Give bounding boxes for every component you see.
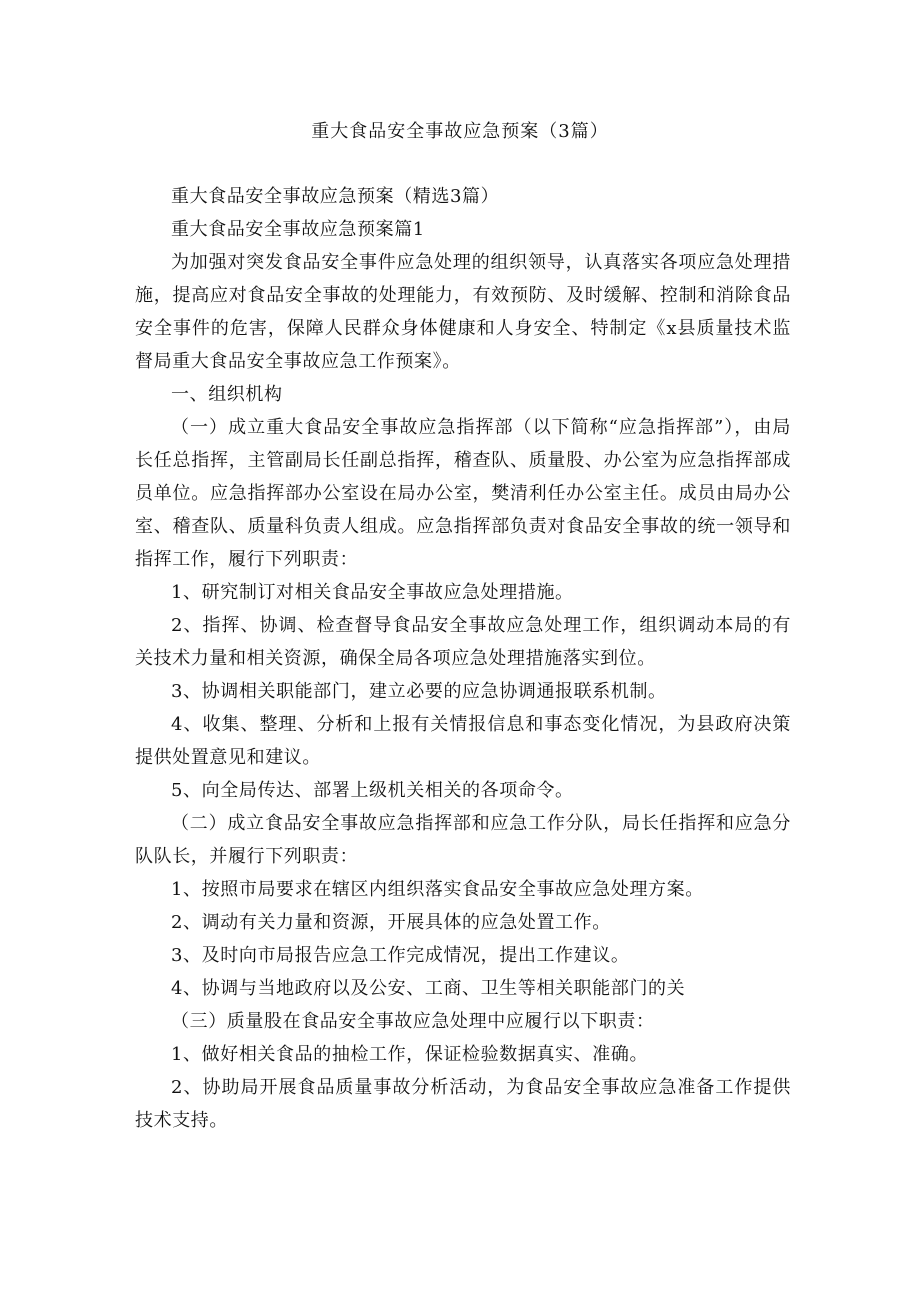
team-duty-item-2: 2、调动有关力量和资源，开展具体的应急处置工作。 <box>171 912 611 933</box>
duty-item-4: 4、收集、整理、分析和上报有关情报信息和事态变化情况，为县政府决策提供处置意见和建议。 <box>135 714 791 768</box>
heading-organization: 一、组织机构 <box>171 384 283 405</box>
duty-item-1: 1、研究制订对相关食品安全事故应急处理措施。 <box>171 582 574 603</box>
quality-duty-item-2: 2、协助局开展食品质量事故分析活动，为食品安全事故应急准备工作提供技术支持。 <box>135 1077 791 1131</box>
duty-item-5: 5、向全局传达、部署上级机关相关的各项命令。 <box>171 780 574 801</box>
subtitle-selection: 重大食品安全事故应急预案（精选3篇） <box>171 186 500 207</box>
document-title: 重大食品安全事故应急预案（3篇） <box>311 121 609 142</box>
intro-paragraph: 为加强对突发食品安全事件应急处理的组织领导，认真落实各项应急处理措施，提高应对食品安全事故的处理能力，有效预防、及时缓解、控制和消除食品安全事件的危害，保障人民群众身体健康和人身安全、特制定《x县质量技术监督局重大食品安全事故应急工作预案》。 <box>135 252 791 372</box>
duty-item-2: 2、指挥、协调、检查督导食品安全事故应急处理工作，组织调动本局的有关技术力量和相关资源，确保全局各项应急处理措施落实到位。 <box>135 615 791 669</box>
team-duty-item-1: 1、按照市局要求在辖区内组织落实食品安全事故应急处理方案。 <box>171 879 704 900</box>
section-heading-article-1: 重大食品安全事故应急预案篇1 <box>171 219 425 240</box>
duty-item-3: 3、协调相关职能部门，建立必要的应急协调通报联系机制。 <box>171 681 667 702</box>
paragraph-response-team: （二）成立食品安全事故应急指挥部和应急工作分队，局长任指挥和应急分队队长，并履行下列职责： <box>135 813 791 867</box>
team-duty-item-3: 3、及时向市局报告应急工作完成情况，提出工作建议。 <box>171 945 630 966</box>
team-duty-item-4: 4、协调与当地政府以及公安、工商、卫生等相关职能部门的关 <box>171 978 686 999</box>
paragraph-quality-section: （三）质量股在食品安全事故应急处理中应履行以下职责： <box>171 1011 655 1032</box>
quality-duty-item-1: 1、做好相关食品的抽检工作，保证检验数据真实、准确。 <box>171 1044 649 1065</box>
document-body <box>135 180 791 1137</box>
paragraph-command-center: （一）成立重大食品安全事故应急指挥部（以下简称“应急指挥部”），由局长任总指挥，主管副局长任副总指挥，稽查队、质量股、办公室为应急指挥部成员单位。应急指挥部办公室设在局办公室，樊清利任办公室主任。成员由局办公室、稽查队、质量科负责人组成。应急指挥部负责对食品安全事故的统一领导和指挥工作，履行下列职责： <box>135 417 791 570</box>
